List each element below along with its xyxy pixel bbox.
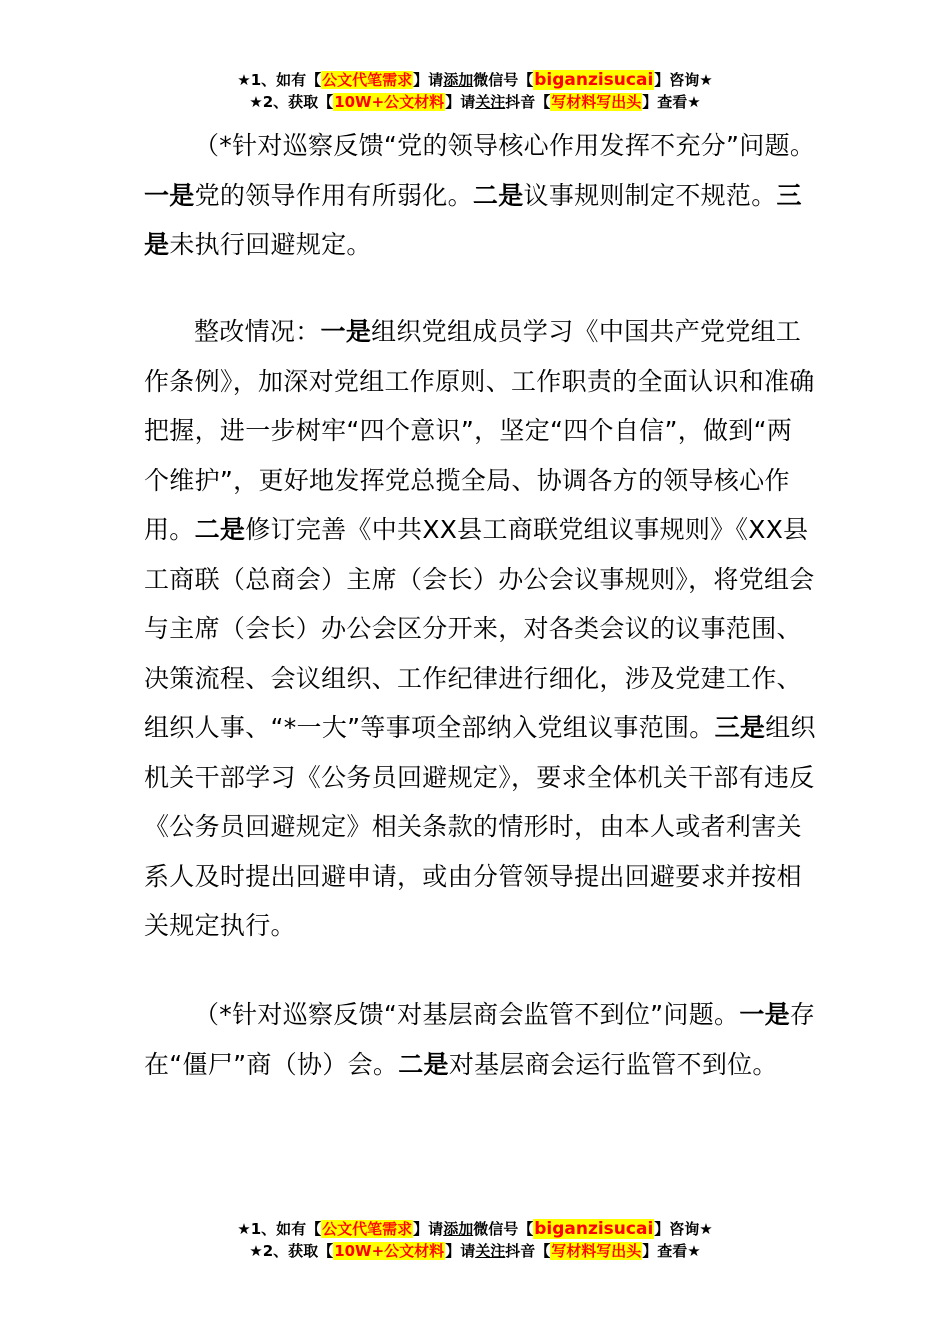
highlight-wechat-id: biganzisucai — [534, 70, 654, 90]
banner-text: 】咨询★ — [654, 1220, 713, 1238]
banner-text: 】请 — [445, 1242, 476, 1260]
paragraph-issue-2: （*针对巡察反馈“对基层商会监管不到位”问题。一是存在“僵尸”商（协）会。二是对基层商会运行监管不到位。 — [144, 1000, 816, 1079]
underlined-add: 添加 — [443, 71, 474, 89]
banner-line-1 — [0, 1218, 950, 1240]
paragraph-issue-1: （*针对巡察反馈“党的领导核心作用发挥不充分”问题。一是党的领导作用有所弱化。二是议事规则制定不规范。三是未执行回避规定。 — [144, 131, 816, 259]
highlight-materials: 10W+公文材料 — [334, 93, 445, 111]
highlight-ghostwriting: 公文代笔需求 — [322, 71, 413, 89]
banner-text: 抖音【 — [505, 1242, 551, 1260]
banner-line-1 — [0, 69, 950, 91]
banner-text: ★2、获取【 — [249, 93, 334, 111]
banner-text: ★1、如有【 — [237, 1220, 322, 1238]
banner-text: 】查看★ — [642, 1242, 701, 1260]
banner-text: ★1、如有【 — [237, 71, 322, 89]
banner-text: 】咨询★ — [654, 71, 713, 89]
highlight-materials: 10W+公文材料 — [334, 1242, 445, 1260]
underlined-follow: 关注 — [475, 93, 506, 111]
header-banner — [0, 69, 950, 113]
banner-text: 】请 — [413, 71, 444, 89]
banner-line-2 — [0, 91, 950, 113]
banner-text: 微信号【 — [473, 71, 534, 89]
highlight-douyin-id: 写材料写出头 — [551, 1242, 642, 1260]
paragraph-rectification: 整改情况：一是组织党组成员学习《中国共产党党组工作条例》，加深对党组工作原则、工作职责的全面认识和准确把握，进一步树牢“四个意识”，坚定“四个自信”，做到“两个维护”，更好地发挥党总揽全局、协调各方的领导核心作用。二是修订完善《中共XX县工商联党组议事规则》《XX县工商联（总商会）主席（会长）办公会议事规则》，将党组会与主席（会长）办公会区分开来，对各类会议的议事范围、决策流程、会议组织、工作纪律进行细化，涉及党建工作、组织人事、“*一大”等事项全部纳入党组议事范围。三是组织机关干部学习《公务员回避规定》，要求全体机关干部有违反《公务员回避规定》相关条款的情形时，由本人或者利害关系人及时提出回避申请，或由分管领导提出回避要求并按相关规定执行。 — [144, 317, 816, 940]
banner-text: 】查看★ — [642, 93, 701, 111]
underlined-add: 添加 — [443, 1220, 474, 1238]
highlight-ghostwriting: 公文代笔需求 — [322, 1220, 413, 1238]
footer-banner — [0, 1218, 950, 1262]
highlight-wechat-id: biganzisucai — [534, 1219, 654, 1239]
banner-text: ★2、获取【 — [249, 1242, 334, 1260]
banner-line-2 — [0, 1240, 950, 1262]
banner-text: 微信号【 — [473, 1220, 534, 1238]
highlight-douyin-id: 写材料写出头 — [551, 93, 642, 111]
banner-text: 抖音【 — [505, 93, 551, 111]
banner-text: 】请 — [445, 93, 476, 111]
banner-text: 】请 — [413, 1220, 444, 1238]
underlined-follow: 关注 — [475, 1242, 506, 1260]
